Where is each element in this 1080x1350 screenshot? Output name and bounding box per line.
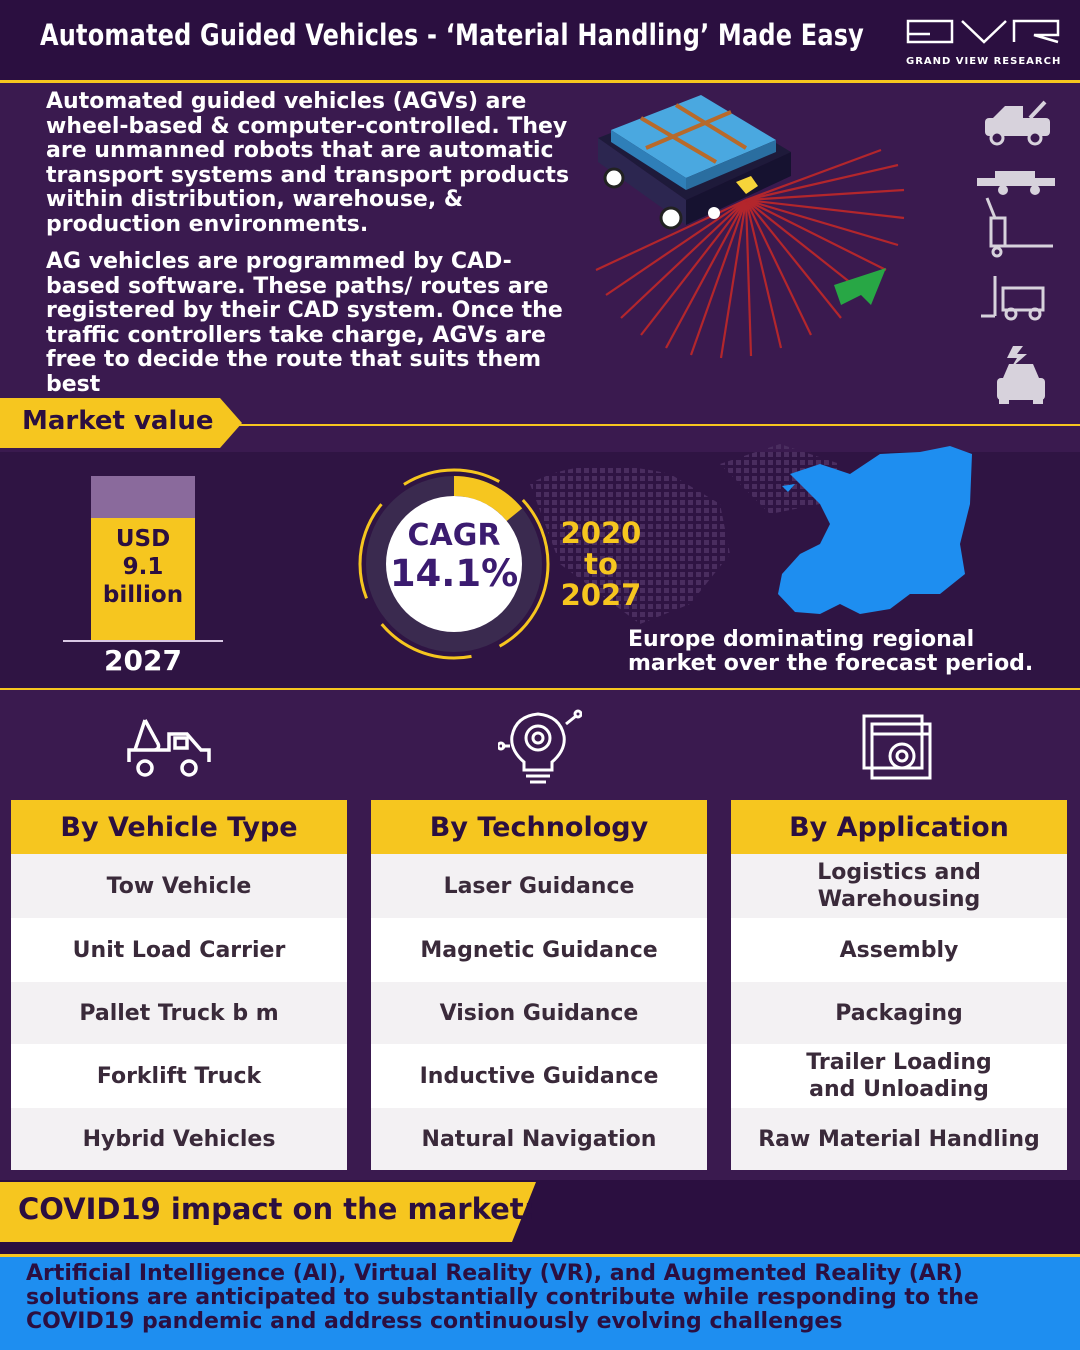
list-item: Logistics and Warehousing <box>731 854 1067 918</box>
list-item: Raw Material Handling <box>731 1108 1067 1170</box>
direction-arrow-icon <box>834 268 886 305</box>
period-to: to <box>584 547 618 581</box>
market-bar-line-1: USD <box>115 526 171 552</box>
gvr-logo-icon <box>906 18 1061 48</box>
list-item: Forklift Truck <box>11 1044 347 1108</box>
intro-paragraph-2: AG vehicles are programmed by CAD-based software. These paths/ routes are registered by their CAD system. Once the traffic controllers take charge, AGVs are free to decide the route that suits them best <box>46 249 563 397</box>
page-title: Automated Guided Vehicles - ‘Material Handling’ Made Easy <box>40 18 865 52</box>
list-item: Laser Guidance <box>371 854 707 918</box>
lightbulb-gear-icon <box>498 704 582 790</box>
list-item: Tow Vehicle <box>11 854 347 918</box>
pallet-truck-icon <box>987 198 1053 256</box>
market-bar-value <box>91 525 195 609</box>
list-item: Unit Load Carrier <box>11 918 347 982</box>
list-item: Natural Navigation <box>371 1108 707 1170</box>
list-item: Hybrid Vehicles <box>11 1108 347 1170</box>
market-bar-axis <box>63 640 223 642</box>
application-list <box>731 854 1067 1170</box>
hybrid-car-icon <box>997 346 1045 404</box>
application-column <box>731 800 1067 1170</box>
cagr-label: CAGR <box>407 518 501 553</box>
market-bar-line-2: 9.1 <box>122 554 164 580</box>
intro-paragraph-1: Automated guided vehicles (AGVs) are wheel-based & computer-controlled. They are unmanned robots that are automatic transport systems and transport products within distribution, warehouse, & production environments. <box>46 89 570 237</box>
logo <box>906 18 1061 70</box>
europe-shape-icon <box>778 446 972 614</box>
market-panel-divider <box>0 688 1080 690</box>
market-bar-year: 2027 <box>104 644 182 677</box>
market-value-label: Market value <box>22 406 214 436</box>
list-item: Pallet Truck b m <box>11 982 347 1044</box>
covid-body: Artificial Intelligence (AI), Virtual Reality (VR), and Augmented Reality (AR) solutions are anticipated to substantially contribute while responding to the COVID19 pandemic and address continuously evolving challenges <box>26 1261 979 1334</box>
covid-label: COVID19 impact on the market: <box>18 1192 536 1226</box>
market-bar-line-3: billion <box>102 582 184 608</box>
agv-illustration <box>586 90 916 360</box>
side-icon-column <box>975 96 1060 406</box>
list-item: Assembly <box>731 918 1067 982</box>
market-bar-background <box>91 476 195 520</box>
application-heading: By Application <box>731 800 1067 854</box>
vehicle-type-list <box>11 854 347 1170</box>
vehicle-type-column <box>11 800 347 1170</box>
technology-column <box>371 800 707 1170</box>
list-item: Packaging <box>731 982 1067 1044</box>
browser-gear-icon <box>862 714 932 780</box>
logo-text: GRAND VIEW RESEARCH <box>906 56 1062 67</box>
region-note: Europe dominating regional market over the forecast period. <box>628 627 1034 676</box>
market-value-divider <box>236 424 1080 426</box>
tow-truck-icon <box>125 714 213 780</box>
list-item: Trailer Loading and Unloading <box>731 1044 1067 1108</box>
period-start: 2020 <box>560 516 642 550</box>
unit-load-carrier-icon <box>977 171 1055 195</box>
list-item: Inductive Guidance <box>371 1044 707 1108</box>
forklift-icon <box>981 276 1043 319</box>
period-end: 2027 <box>560 578 642 612</box>
cagr-value: 14.1% <box>389 552 519 595</box>
technology-list <box>371 854 707 1170</box>
technology-heading: By Technology <box>371 800 707 854</box>
list-item: Vision Guidance <box>371 982 707 1044</box>
list-item: Magnetic Guidance <box>371 918 707 982</box>
header-divider <box>0 80 1080 83</box>
vehicle-type-heading: By Vehicle Type <box>11 800 347 854</box>
forecast-period <box>558 518 644 611</box>
tow-truck-icon <box>985 102 1050 144</box>
